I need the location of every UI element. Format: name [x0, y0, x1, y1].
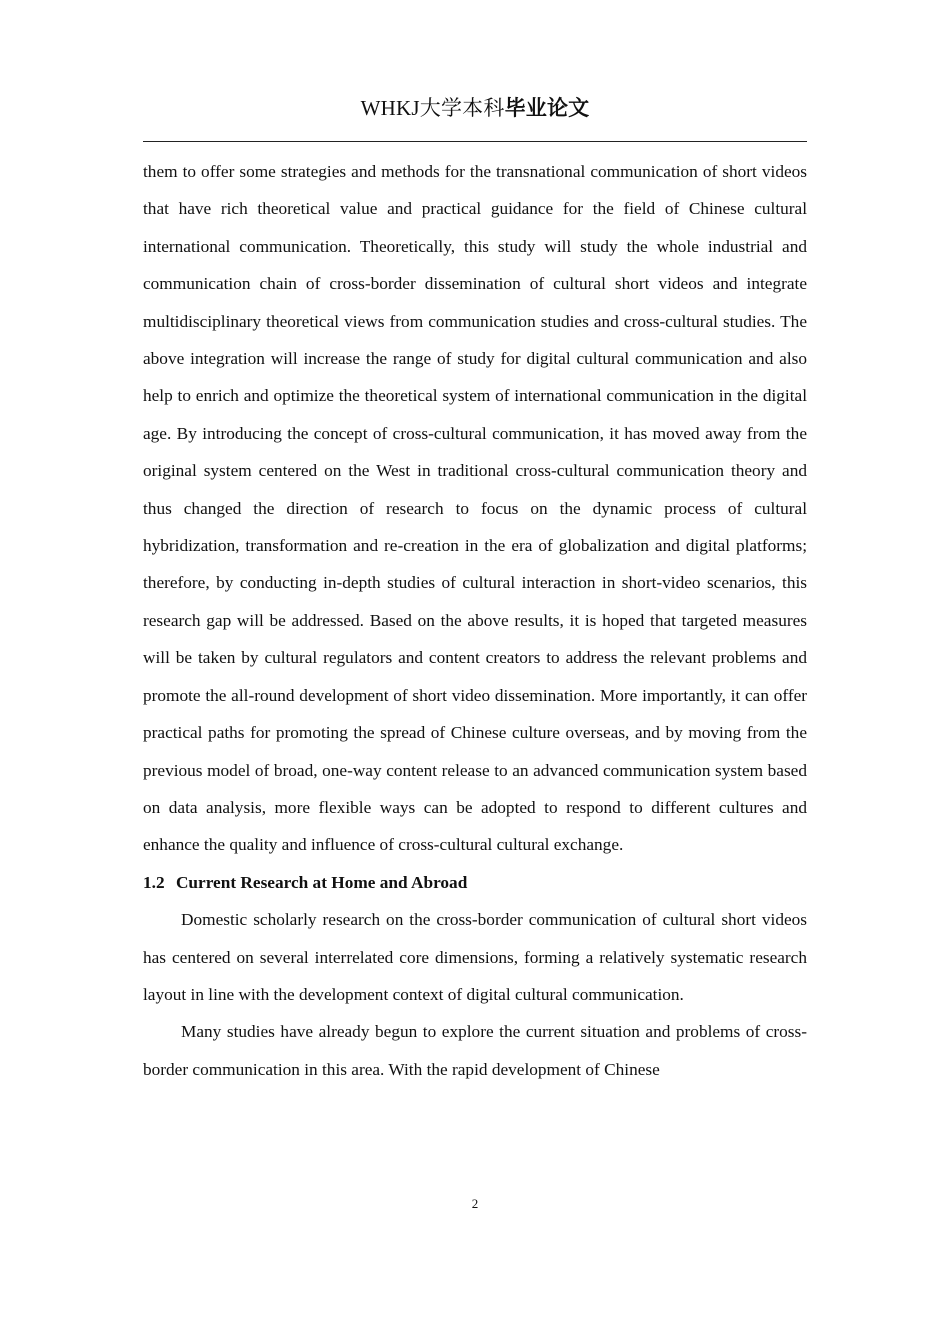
- section-heading: [143, 864, 807, 901]
- page-body: [143, 153, 807, 1088]
- section-number: 1.2: [143, 872, 165, 892]
- paragraph-continued: them to offer some strategies and methods for the transnational communication of short videos that have rich theoretical value and practical guidance for the field of Chinese cultural international communication. Theoretically, this study will study the whole industrial and communication chain of cross-border dissemination of cultural short videos and integrate multidisciplinary theoretical views from communication studies and cross-cultural studies. The above integration will increase the range of study for digital cultural communication and also help to enrich and optimize the theoretical system of international communication in the digital age. By introducing the concept of cross-cultural communication, it has moved away from the original system centered on the West in traditional cross-cultural communication theory and thus changed the direction of research to focus on the dynamic process of cultural hybridization, transformation and re-creation in the era of globalization and digital platforms; therefore, by conducting in-depth studies of cultural interaction in short-video scenarios, this research gap will be addressed. Based on the above results, it is hoped that targeted measures will be taken by cultural regulators and content creators to address the relevant problems and promote the all-round development of short video dissemination. More importantly, it can offer practical paths for promoting the spread of Chinese culture overseas, and by moving from the previous model of broad, one-way content release to an advanced communication system based on data analysis, more flexible ways can be adopted to respond to different cultures and enhance the quality and influence of cross-cultural cultural exchange.: [143, 162, 807, 855]
- header-title-regular: WHKJ大学本科: [360, 96, 505, 120]
- header-rule: [143, 141, 807, 142]
- header-title-bold: 毕业论文: [504, 96, 590, 120]
- section-title: Current Research at Home and Abroad: [175, 872, 468, 892]
- page-number: 2: [471, 1196, 479, 1211]
- page-header: [143, 94, 807, 122]
- paragraph-current-situation: Many studies have already begun to explore the current situation and problems of cross-border communication in this area. With the rapid development of Chinese: [143, 1022, 807, 1079]
- paragraph-domestic-research: Domestic scholarly research on the cross-border communication of cultural short videos has centered on several interrelated core dimensions, forming a relatively systematic research layout in line with the development context of digital cultural communication.: [143, 910, 807, 1004]
